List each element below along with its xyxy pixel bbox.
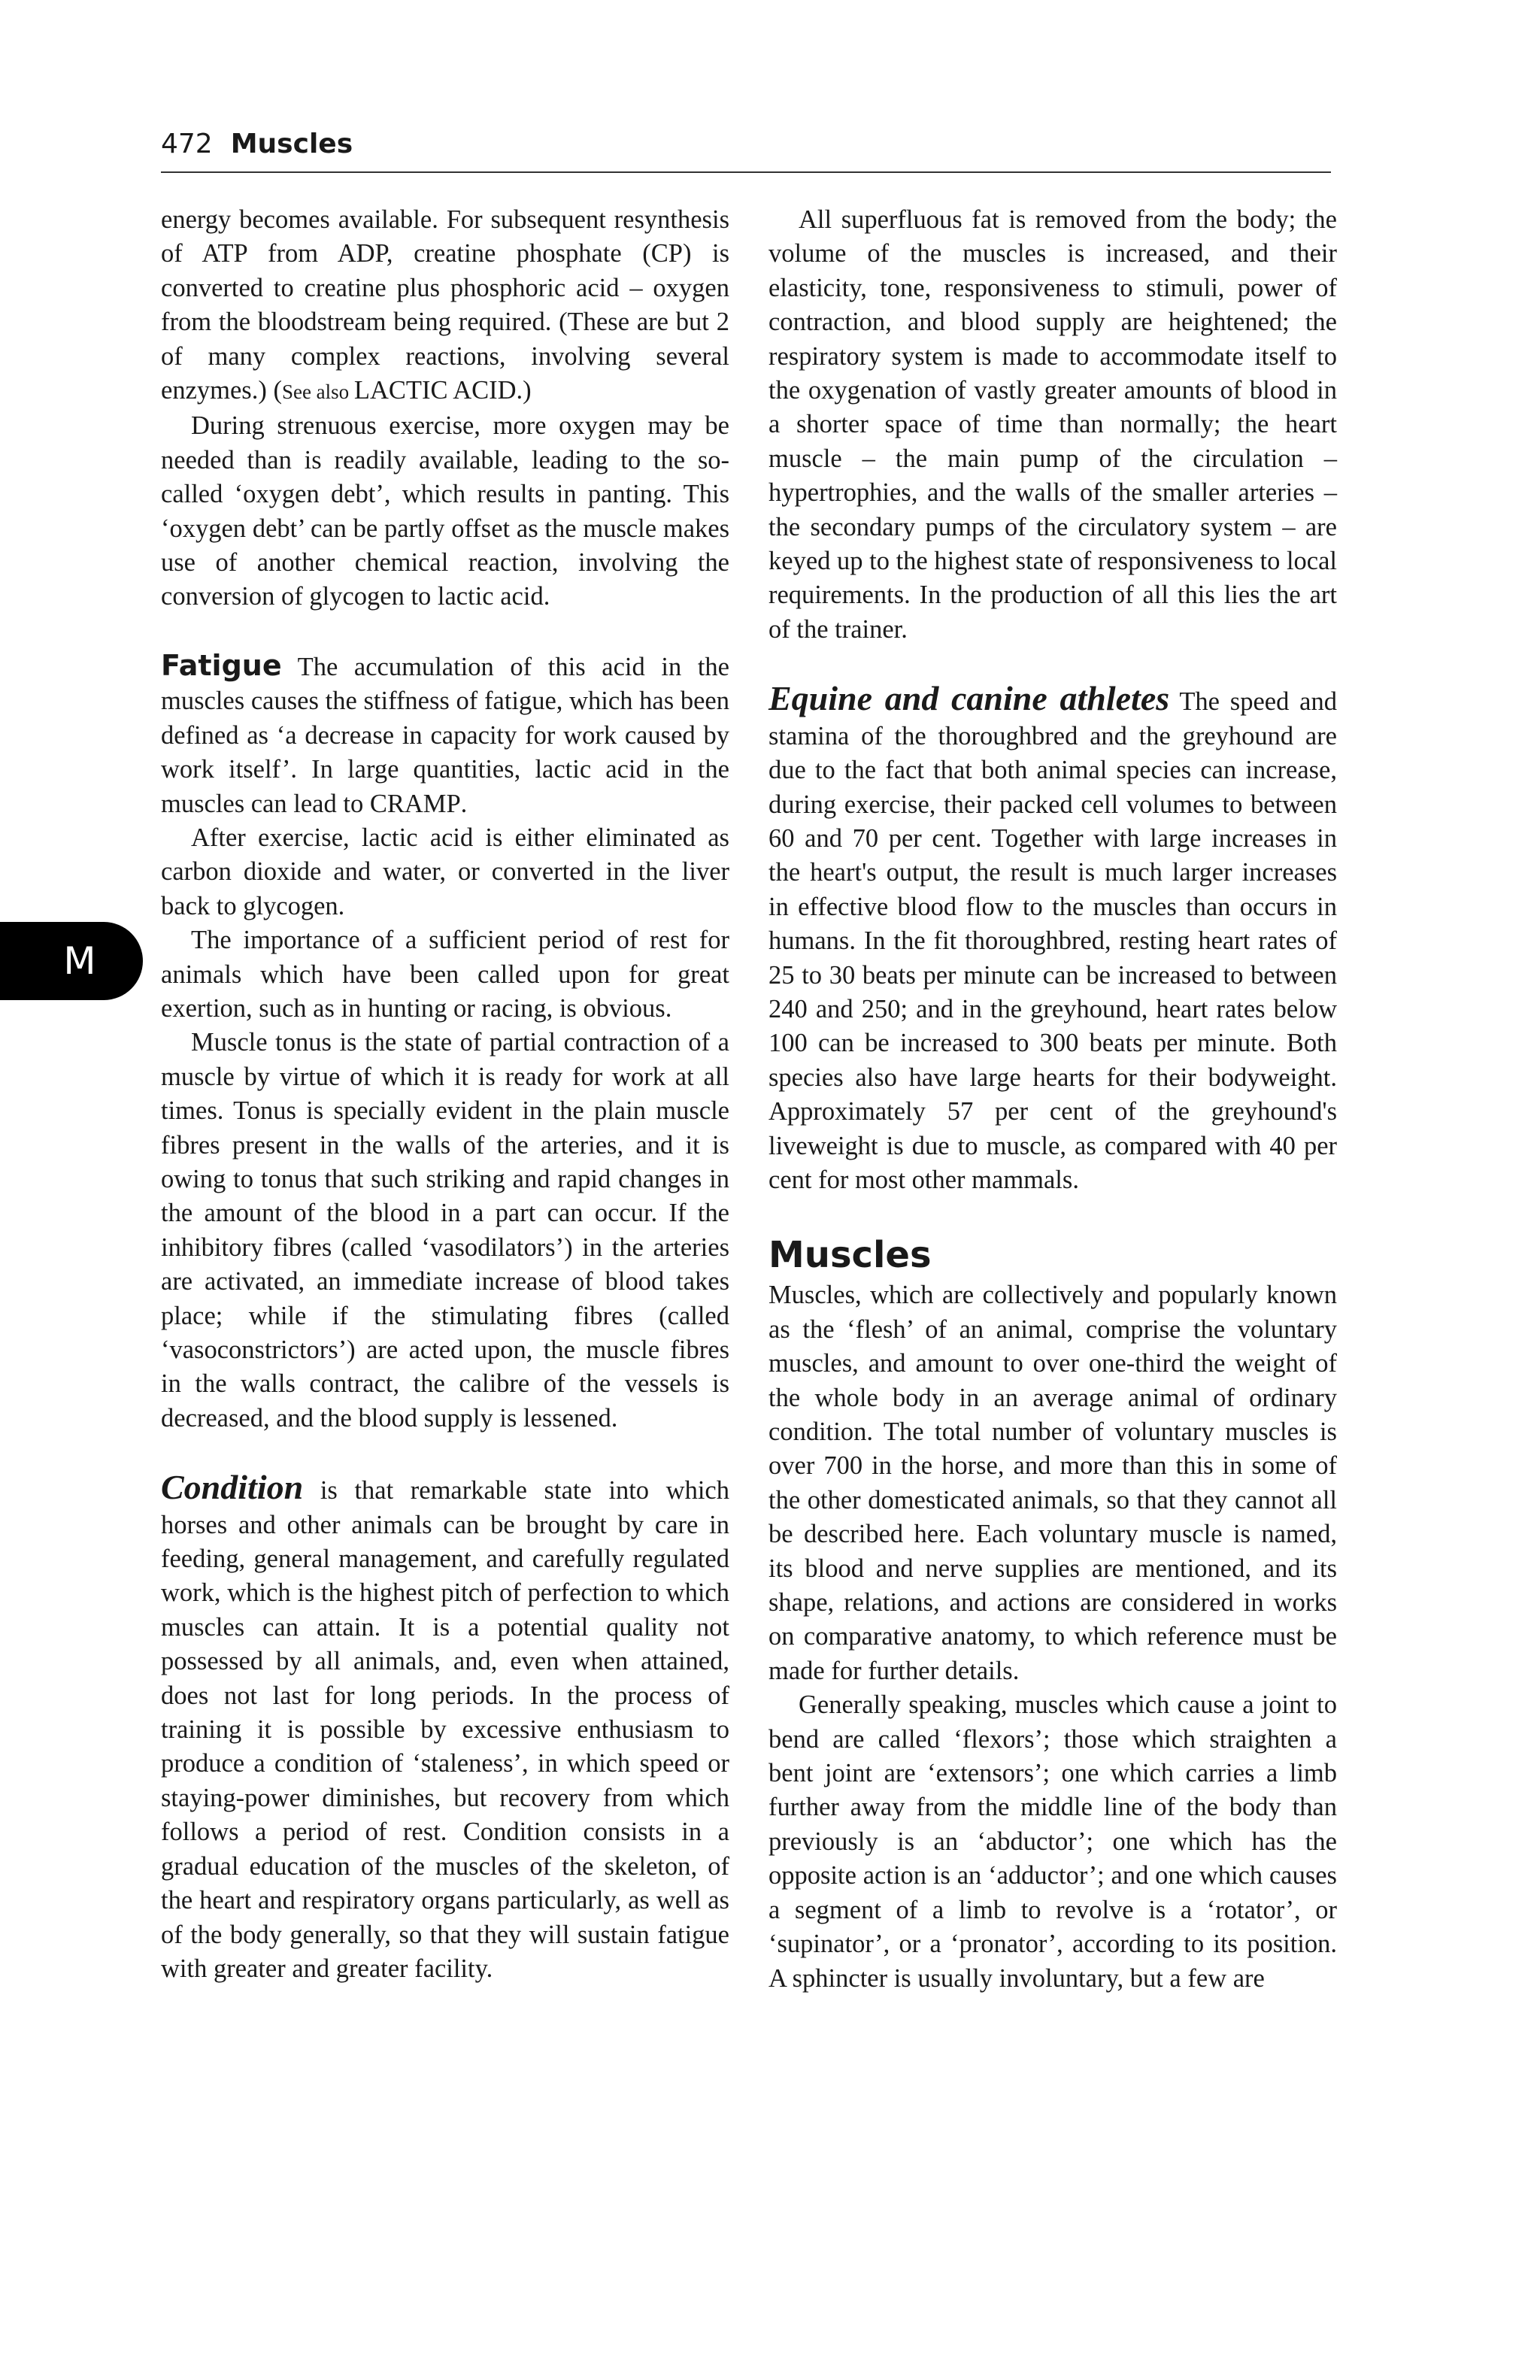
text-run: is that remarkable state into which horses and other animals can be brought by care in feeding, general management, and carefully regulated work, which is the highest pitch of perfection to which muscles can attain. It is a potential quality not possessed by all animals, and, even when attained, does not last for long periods. In the process of training it is possible by excessive enthusiasm to produce a condition of ‘staleness’, in which speed or staying-power diminishes, but recovery from which follows a period of rest. Condition consists in a gradual education of the muscles of the skeleton, of the heart and respiratory organs particularly, as well as of the body generally, so that they will sustain fatigue with greater and greater facility. <box>161 1476 729 1983</box>
paragraph: After exercise, lactic acid is either eliminated as carbon dioxide and water, or converted in the liver back to glycogen. <box>161 823 729 920</box>
paragraph: Muscles, which are collectively and popularly known as the ‘flesh’ of an animal, comprise the voluntary muscles, and amount to over one-third the weight of the whole body in an average animal of ordinary condition. The total number of voluntary muscles is over 700 in the horse, and more than this in some of the other domesticated animals, so that they cannot all be described here. Each voluntary muscle is named, its blood and nerve supplies are mentioned, and its shape, relations, and actions are considered in works on comparative anatomy, to which reference must be made for further details. <box>768 1281 1337 1685</box>
cross-reference: CRAMP <box>369 789 461 818</box>
right-column <box>768 203 1337 1996</box>
paragraph <box>161 649 729 821</box>
left-column <box>161 203 729 1986</box>
page-header <box>161 125 1331 173</box>
section-heading-muscles: Muscles <box>768 1234 932 1277</box>
subheading-condition: Condition <box>161 1468 304 1507</box>
paragraph: All superfluous fat is removed from the body; the volume of the muscles is increased, and their elasticity, tone, responsiveness to stimuli, power of contraction, and blood supply are heightened; the respiratory system is made to accommodate itself to the oxygenation of vastly greater amounts of blood in a shorter space of time than normally; the heart muscle – the main pump of the circulation – hypertrophies, and the walls of the smaller arteries – the secondary pumps of the circulatory system – are keyed up to the highest state of responsiveness to local requirements. In the production of all this lies the art of the trainer. <box>768 205 1337 644</box>
subheading-fatigue: Fatigue <box>161 648 282 682</box>
text-run: energy becomes available. For subsequent resynthesis of ATP from ADP, creatine phosphate (CP) is converted to creatine plus phosphoric acid – oxygen from the bloodstream being required. (These are but 2 of many complex reactions, involving several enzymes.) ( <box>161 205 729 405</box>
page-number: 472 <box>161 129 213 159</box>
paragraph: Muscle tonus is the state of partial contraction of a muscle by virtue of which it is ready for work at all times. Tonus is specially evident in the plain muscle fibres present in the walls of the arteries, and it is owing to tonus that such striking and rapid changes in the amount of the blood in a part can occur. If the inhibitory fibres (called ‘vasodilators’) in the arteries are activated, an immediate increase of blood takes place; while if the stimulating fibres (called ‘vasoconstrictors’) are acted upon, the muscle fibres in the walls contract, the calibre of the vessels is decreased, and the blood supply is lessened. <box>161 1028 729 1433</box>
paragraph <box>161 1470 729 1986</box>
see-also-label: See also <box>281 380 354 404</box>
thumb-index-letter: M <box>63 939 96 983</box>
paragraph: Generally speaking, muscles which cause a joint to bend are called ‘flexors’; those which straighten a bent joint are ‘extensors’; one which carries a limb further away from the middle line of the body than previously is an ‘abductor’; one which has the opposite action is an ‘adductor’; and one which causes a segment of a limb to revolve is a ‘rotator’, or ‘supinator’, or a ‘pronator’, according to its position. A sphincter is usually involuntary, but a few are <box>768 1690 1337 1993</box>
cross-reference: LACTIC ACID. <box>353 376 523 405</box>
text-run: The speed and stamina of the thoroughbred and the greyhound are due to the fact that both animal species can increase, during exercise, their packed cell volumes to between 60 and 70 per cent. Together with large increases in the heart's output, the result is much larger increases in effective blood flow to the muscles than occurs in humans. In the fit thoroughbred, resting heart rates of 25 to 30 beats per minute can be increased to between 240 and 250; and in the greyhound, heart rates below 100 can be increased to 300 beats per minute. Both species also have large hearts for their bodyweight. Approximately 57 per cent of the greyhound's liveweight is due to muscle, as compared with 40 per cent for most other mammals. <box>768 687 1337 1194</box>
paragraph <box>768 681 1337 1197</box>
paragraph <box>161 203 729 409</box>
paragraph: During strenuous exercise, more oxygen may be needed than is readily available, leading to the so-called ‘oxygen debt’, which results in panting. This ‘oxygen debt’ can be partly offset as the muscle makes use of another chemical reaction, involving the conversion of glycogen to lactic acid. <box>161 411 729 611</box>
text-run: ) <box>523 376 532 405</box>
text-run: The accumulation of this acid in the muscles causes the stiffness of fatigue, which has been defined as ‘a decrease in capacity for work caused by work itself’. In large quantities, lactic acid in the muscles can lead to <box>161 652 729 818</box>
paragraph: The importance of a sufficient period of rest for animals which have been called upon for great exertion, such as in hunting or racing, is obvious. <box>161 926 729 1023</box>
running-title: Muscles <box>230 129 353 159</box>
text-run: . <box>460 789 468 818</box>
subheading-equine-athletes: Equine and canine athletes <box>768 679 1170 718</box>
thumb-index-tab <box>0 922 143 1000</box>
